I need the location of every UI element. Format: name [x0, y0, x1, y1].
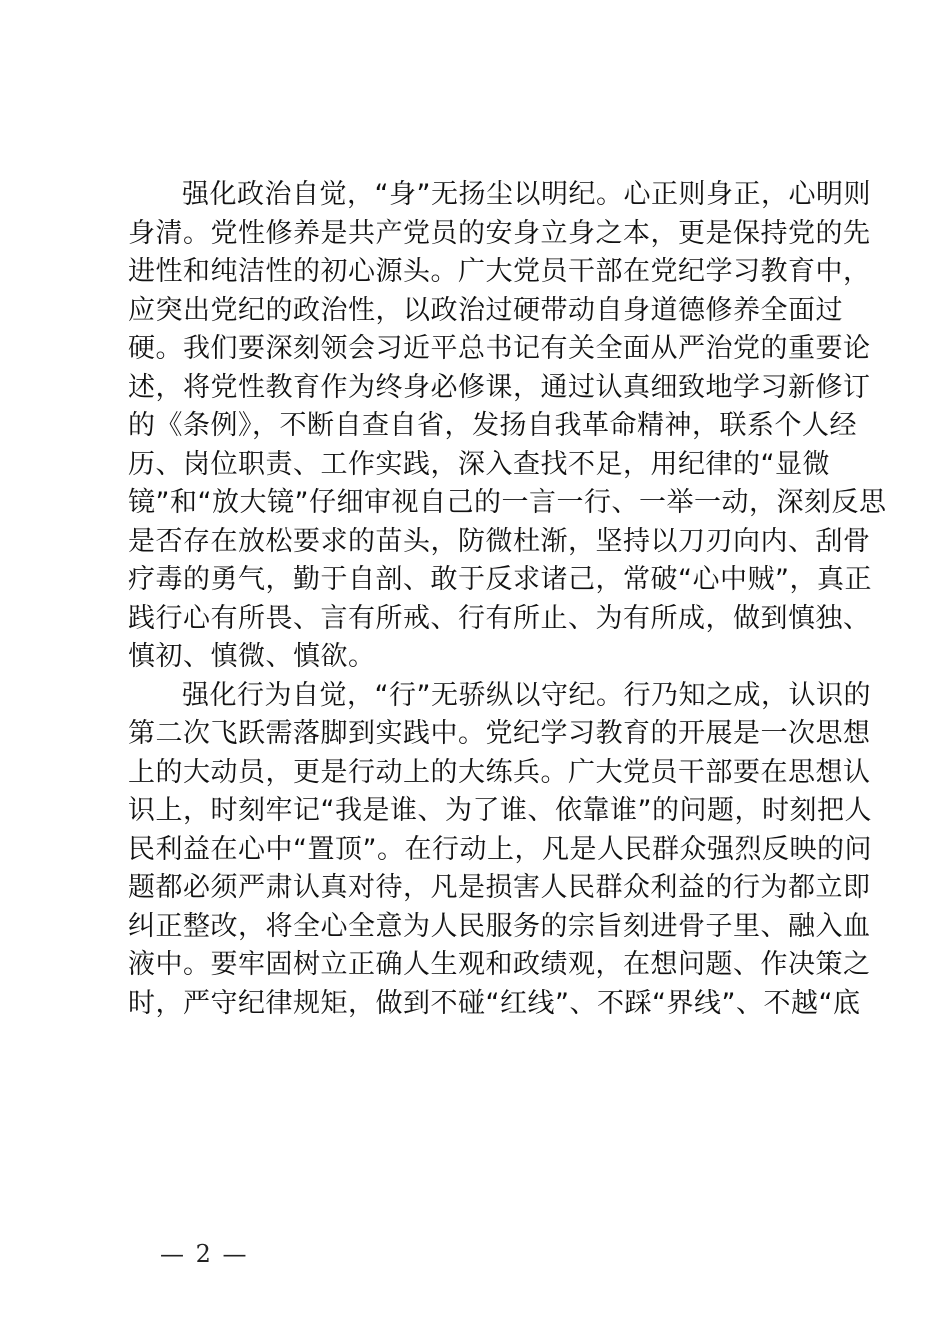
text-line: 身清。党性修养是共产党员的安身立身之本，更是保持党的先: [128, 217, 871, 249]
text-line: 慎初、慎微、慎欲。: [128, 641, 376, 672]
text-line: 识上，时刻牢记“我是谁、为了谁、依靠谁”的问题，时刻把人: [128, 795, 872, 826]
text-line: 述，将党性教育作为终身必修课，通过认真细致地学习新修订: [128, 371, 871, 403]
text-line: 历、岗位职责、工作实践，深入查找不足，用纪律的“显微: [128, 448, 830, 480]
text-line: 上的大动员，更是行动上的大练兵。广大党员干部要在思想认: [128, 756, 871, 788]
page-number: — 2 —: [160, 1240, 249, 1268]
body-text: [128, 176, 887, 1023]
text-line: 是否存在放松要求的苗头，防微杜渐，坚持以刀刃向内、刮骨: [128, 525, 871, 557]
paragraph-behavioral-awareness: [128, 677, 872, 1024]
text-line: 践行心有所畏、言有所戒、行有所止、为有所成，做到慎独、: [128, 602, 871, 634]
text-line: 的《条例》，不断自查自省，发扬自我革命精神，联系个人经: [128, 410, 857, 441]
text-line: 镜”和“放大镜”仔细审视自己的一言一行、一举一动，深刻反思: [128, 487, 887, 518]
text-line: 民利益在心中“置顶”。在行动上，凡是人民群众强烈反映的问: [128, 833, 872, 865]
text-line: 第二次飞跃需落脚到实践中。党纪学习教育的开展是一次思想: [128, 718, 871, 749]
text-line: 时，严守纪律规矩，做到不碰“红线”、不踩“界线”、不越“底: [128, 987, 861, 1019]
text-line: 进性和纯洁性的初心源头。广大党员干部在党纪学习教育中，: [128, 256, 871, 287]
text-line: 应突出党纪的政治性，以政治过硬带动自身道德修养全面过: [128, 294, 843, 326]
text-line: 强化政治自觉，“身”无扬尘以明纪。心正则身正，心明则: [182, 179, 871, 210]
paragraph-political-awareness: [128, 176, 887, 677]
text-line: 强化行为自觉，“行”无骄纵以守纪。行乃知之成，认识的: [182, 679, 871, 711]
text-line: 液中。要牢固树立正确人生观和政绩观，在想问题、作决策之: [128, 949, 871, 980]
text-line: 硬。我们要深刻领会习近平总书记有关全面从严治党的重要论: [128, 333, 871, 364]
text-line: 题都必须严肃认真对待，凡是损害人民群众利益的行为都立即: [128, 872, 871, 903]
text-line: 纠正整改，将全心全意为人民服务的宗旨刻进骨子里、融入血: [128, 910, 871, 942]
text-line: 疗毒的勇气，勤于自剖、敢于反求诸己，常破“心中贼”，真正: [128, 564, 872, 595]
